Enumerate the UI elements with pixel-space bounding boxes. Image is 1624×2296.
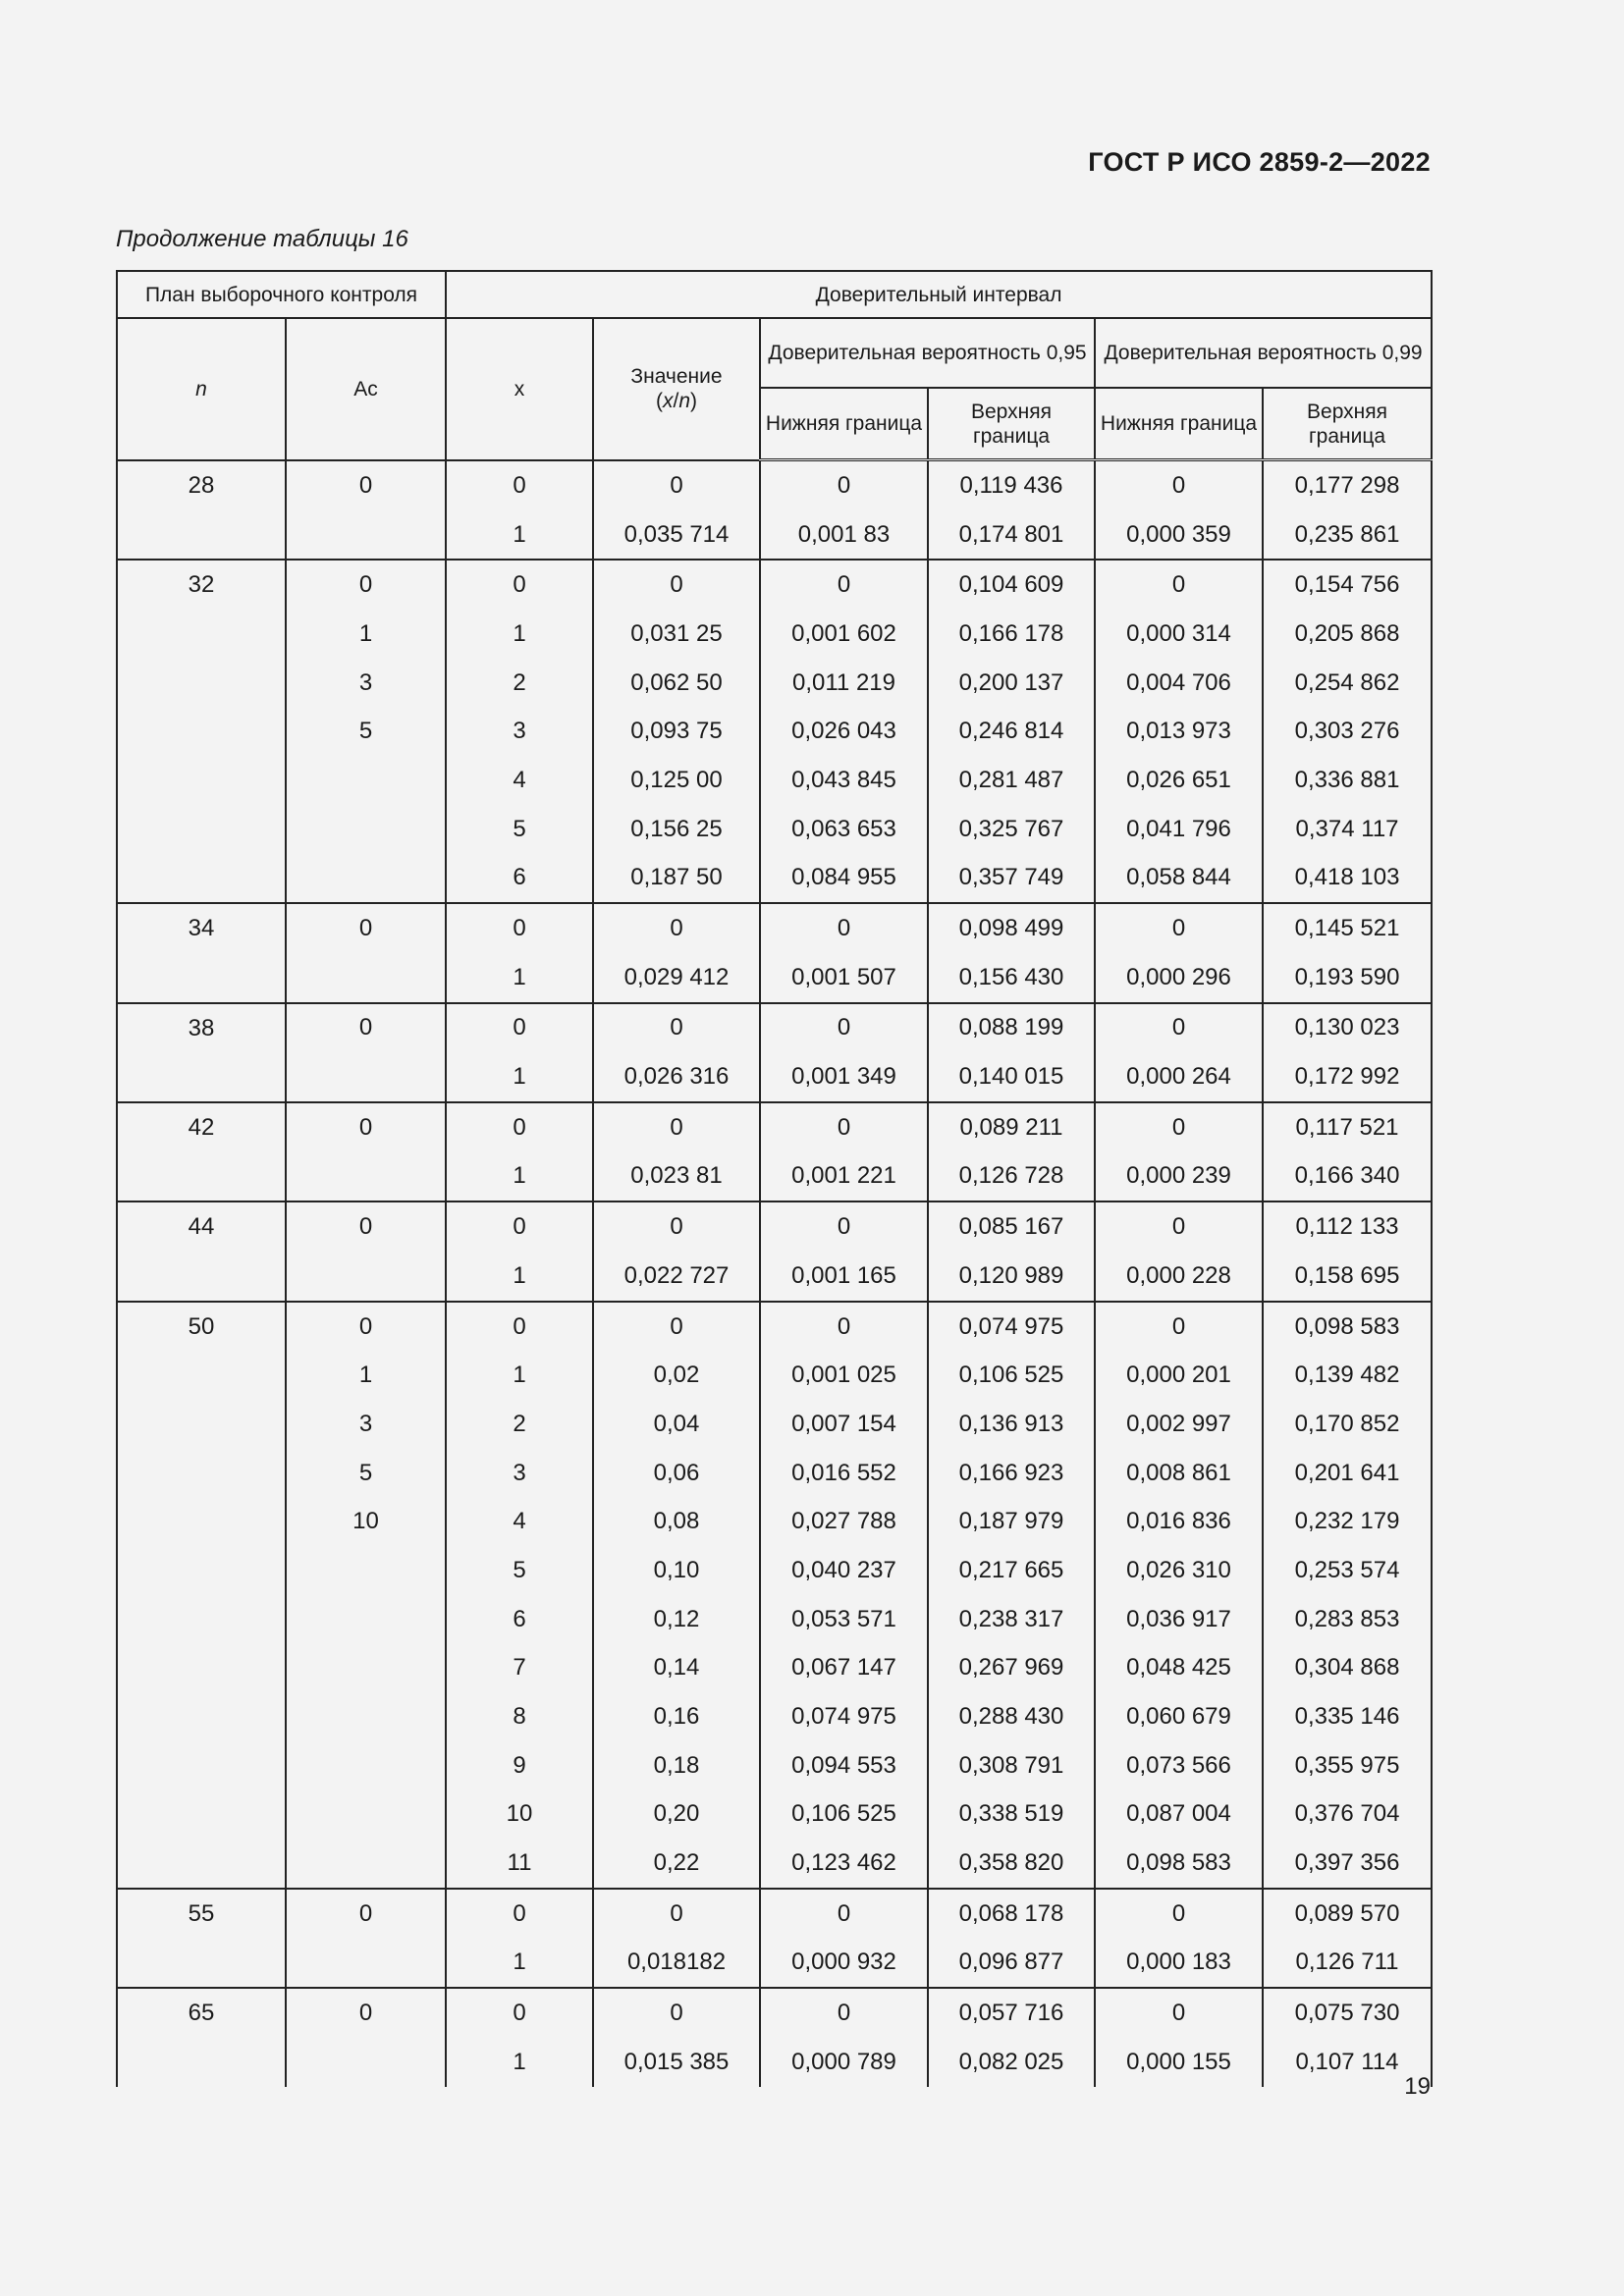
value-cell: 0,125 00 (593, 756, 760, 805)
lower-95-cell: 0 (760, 1102, 928, 1152)
x-cell: 0 (446, 560, 593, 610)
table-row (117, 1595, 1432, 1644)
x-cell: 1 (446, 510, 593, 561)
header-x: x (446, 318, 593, 460)
upper-99-cell: 0,355 975 (1263, 1741, 1432, 1790)
header-upper-99: Верхняя граница (1263, 388, 1432, 460)
value-cell: 0,20 (593, 1790, 760, 1840)
value-cell: 0,22 (593, 1839, 760, 1889)
lower-99-cell: 0,000 155 (1095, 2038, 1263, 2087)
ac-cell: 0 (286, 903, 446, 953)
lower-95-cell: 0 (760, 1988, 928, 2038)
lower-99-cell: 0 (1095, 1003, 1263, 1053)
x-cell: 9 (446, 1741, 593, 1790)
value-cell: 0,035 714 (593, 510, 760, 561)
table-row (117, 953, 1432, 1003)
value-cell: 0,14 (593, 1644, 760, 1693)
x-cell: 0 (446, 1302, 593, 1352)
lower-95-cell: 0,026 043 (760, 707, 928, 756)
upper-95-cell: 0,174 801 (928, 510, 1095, 561)
lower-95-cell: 0 (760, 1003, 928, 1053)
lower-95-cell: 0,074 975 (760, 1692, 928, 1741)
x-cell: 2 (446, 1400, 593, 1449)
value-cell: 0,02 (593, 1351, 760, 1400)
upper-95-cell: 0,057 716 (928, 1988, 1095, 2038)
lower-95-cell: 0,043 845 (760, 756, 928, 805)
upper-99-cell: 0,201 641 (1263, 1449, 1432, 1498)
ac-cell (286, 1644, 446, 1693)
ac-cell (286, 1595, 446, 1644)
table-row (117, 1644, 1432, 1693)
lower-95-cell: 0,040 237 (760, 1546, 928, 1595)
ac-cell: 0 (286, 1988, 446, 2038)
upper-99-cell: 0,232 179 (1263, 1497, 1432, 1546)
x-cell: 1 (446, 1252, 593, 1302)
x-cell: 0 (446, 1201, 593, 1252)
upper-95-cell: 0,267 969 (928, 1644, 1095, 1693)
ac-cell: 5 (286, 707, 446, 756)
value-cell: 0,029 412 (593, 953, 760, 1003)
value-cell: 0 (593, 1889, 760, 1939)
lower-95-cell: 0,106 525 (760, 1790, 928, 1840)
lower-99-cell: 0 (1095, 560, 1263, 610)
table-row (117, 2038, 1432, 2087)
lower-95-cell: 0 (760, 460, 928, 510)
lower-99-cell: 0,016 836 (1095, 1497, 1263, 1546)
lower-95-cell: 0,027 788 (760, 1497, 928, 1546)
upper-95-cell: 0,098 499 (928, 903, 1095, 953)
ac-cell: 0 (286, 1003, 446, 1053)
x-cell: 1 (446, 2038, 593, 2087)
lower-99-cell: 0,000 264 (1095, 1052, 1263, 1102)
lower-95-cell: 0,001 221 (760, 1152, 928, 1202)
lower-95-cell: 0,123 462 (760, 1839, 928, 1889)
lower-95-cell: 0 (760, 903, 928, 953)
ac-cell: 10 (286, 1497, 446, 1546)
n-cell: 38 (117, 1003, 286, 1102)
header-sampling-plan: План выборочного контроля (117, 271, 446, 318)
table-row (117, 854, 1432, 904)
x-cell: 0 (446, 1003, 593, 1053)
value-cell: 0 (593, 1988, 760, 2038)
table-row (117, 560, 1432, 610)
value-cell: 0,16 (593, 1692, 760, 1741)
upper-99-cell: 0,075 730 (1263, 1988, 1432, 2038)
table-row (117, 1988, 1432, 2038)
lower-95-cell: 0 (760, 1889, 928, 1939)
table-caption: Продолжение таблицы 16 (116, 226, 408, 252)
upper-95-cell: 0,288 430 (928, 1692, 1095, 1741)
ac-cell (286, 756, 446, 805)
value-cell: 0,12 (593, 1595, 760, 1644)
ac-cell (286, 1939, 446, 1989)
table-row (117, 805, 1432, 854)
upper-95-cell: 0,120 989 (928, 1252, 1095, 1302)
x-cell: 0 (446, 903, 593, 953)
x-cell: 7 (446, 1644, 593, 1693)
ac-cell: 0 (286, 560, 446, 610)
x-cell: 11 (446, 1839, 593, 1889)
x-cell: 3 (446, 1449, 593, 1498)
header-upper-95: Верхняя граница (928, 388, 1095, 460)
n-cell: 50 (117, 1302, 286, 1889)
table-body (117, 460, 1432, 2087)
header-ac: Ac (286, 318, 446, 460)
value-cell: 0,18 (593, 1741, 760, 1790)
lower-99-cell: 0,098 583 (1095, 1839, 1263, 1889)
table-row (117, 1052, 1432, 1102)
upper-99-cell: 0,193 590 (1263, 953, 1432, 1003)
table-row (117, 1152, 1432, 1202)
lower-99-cell: 0,002 997 (1095, 1400, 1263, 1449)
ac-cell (286, 1052, 446, 1102)
lower-95-cell: 0,007 154 (760, 1400, 928, 1449)
header-value (593, 318, 760, 460)
upper-99-cell: 0,283 853 (1263, 1595, 1432, 1644)
lower-99-cell: 0,013 973 (1095, 707, 1263, 756)
page-number: 19 (1404, 2073, 1431, 2100)
x-cell: 0 (446, 1889, 593, 1939)
upper-95-cell: 0,166 178 (928, 610, 1095, 659)
table-row (117, 1889, 1432, 1939)
value-cell: 0 (593, 560, 760, 610)
n-cell: 65 (117, 1988, 286, 2086)
ac-cell: 5 (286, 1449, 446, 1498)
n-cell: 44 (117, 1201, 286, 1301)
upper-95-cell: 0,140 015 (928, 1052, 1095, 1102)
upper-99-cell: 0,304 868 (1263, 1644, 1432, 1693)
value-cell: 0 (593, 1302, 760, 1352)
lower-99-cell: 0,000 183 (1095, 1939, 1263, 1989)
ac-cell: 0 (286, 1889, 446, 1939)
upper-99-cell: 0,303 276 (1263, 707, 1432, 756)
upper-95-cell: 0,338 519 (928, 1790, 1095, 1840)
upper-99-cell: 0,253 574 (1263, 1546, 1432, 1595)
lower-99-cell: 0,000 239 (1095, 1152, 1263, 1202)
value-cell: 0 (593, 460, 760, 510)
lower-99-cell: 0,026 651 (1095, 756, 1263, 805)
lower-95-cell: 0,000 932 (760, 1939, 928, 1989)
ac-cell (286, 2038, 446, 2087)
upper-99-cell: 0,418 103 (1263, 854, 1432, 904)
upper-95-cell: 0,082 025 (928, 2038, 1095, 2087)
lower-99-cell: 0,041 796 (1095, 805, 1263, 854)
document-header: ГОСТ Р ИСО 2859-2—2022 (1088, 147, 1431, 177)
upper-95-cell: 0,357 749 (928, 854, 1095, 904)
upper-95-cell: 0,089 211 (928, 1102, 1095, 1152)
lower-99-cell: 0 (1095, 460, 1263, 510)
lower-99-cell: 0 (1095, 1302, 1263, 1352)
lower-95-cell: 0,000 789 (760, 2038, 928, 2087)
upper-95-cell: 0,187 979 (928, 1497, 1095, 1546)
upper-95-cell: 0,074 975 (928, 1302, 1095, 1352)
table-row (117, 1497, 1432, 1546)
upper-99-cell: 0,139 482 (1263, 1351, 1432, 1400)
table-row (117, 707, 1432, 756)
ac-cell: 1 (286, 1351, 446, 1400)
upper-95-cell: 0,217 665 (928, 1546, 1095, 1595)
upper-99-cell: 0,107 114 (1263, 2038, 1432, 2087)
lower-99-cell: 0 (1095, 1201, 1263, 1252)
x-cell: 5 (446, 805, 593, 854)
header-value-label: Значение (630, 365, 723, 389)
ac-cell (286, 1252, 446, 1302)
value-cell: 0 (593, 1201, 760, 1252)
header-n: n (117, 318, 286, 460)
upper-99-cell: 0,172 992 (1263, 1052, 1432, 1102)
ac-cell (286, 1839, 446, 1889)
lower-95-cell: 0,067 147 (760, 1644, 928, 1693)
ac-cell (286, 1546, 446, 1595)
upper-95-cell: 0,246 814 (928, 707, 1095, 756)
lower-99-cell: 0,058 844 (1095, 854, 1263, 904)
upper-99-cell: 0,145 521 (1263, 903, 1432, 953)
lower-99-cell: 0,036 917 (1095, 1595, 1263, 1644)
value-cell: 0,023 81 (593, 1152, 760, 1202)
value-cell: 0,156 25 (593, 805, 760, 854)
upper-95-cell: 0,281 487 (928, 756, 1095, 805)
x-cell: 10 (446, 1790, 593, 1840)
upper-99-cell: 0,254 862 (1263, 659, 1432, 708)
confidence-interval-table (116, 270, 1433, 2087)
ac-cell: 3 (286, 659, 446, 708)
ac-cell: 1 (286, 610, 446, 659)
lower-99-cell: 0 (1095, 1889, 1263, 1939)
ac-cell (286, 805, 446, 854)
table-row (117, 610, 1432, 659)
table-row (117, 1692, 1432, 1741)
value-cell: 0 (593, 903, 760, 953)
ac-cell (286, 1741, 446, 1790)
lower-99-cell: 0,026 310 (1095, 1546, 1263, 1595)
upper-95-cell: 0,085 167 (928, 1201, 1095, 1252)
value-cell: 0,06 (593, 1449, 760, 1498)
lower-95-cell: 0,084 955 (760, 854, 928, 904)
value-cell: 0,015 385 (593, 2038, 760, 2087)
n-cell: 34 (117, 903, 286, 1002)
n-cell: 55 (117, 1889, 286, 1988)
table-row (117, 1400, 1432, 1449)
lower-99-cell: 0,048 425 (1095, 1644, 1263, 1693)
lower-99-cell: 0,073 566 (1095, 1741, 1263, 1790)
header-probability-95: Доверительная вероятность 0,95 (760, 318, 1095, 388)
upper-99-cell: 0,089 570 (1263, 1889, 1432, 1939)
x-cell: 1 (446, 1351, 593, 1400)
upper-99-cell: 0,170 852 (1263, 1400, 1432, 1449)
upper-99-cell: 0,130 023 (1263, 1003, 1432, 1053)
ac-cell: 3 (286, 1400, 446, 1449)
lower-99-cell: 0,060 679 (1095, 1692, 1263, 1741)
lower-95-cell: 0 (760, 1201, 928, 1252)
x-cell: 1 (446, 1939, 593, 1989)
ac-cell: 0 (286, 1201, 446, 1252)
lower-99-cell: 0,000 228 (1095, 1252, 1263, 1302)
lower-95-cell: 0,016 552 (760, 1449, 928, 1498)
lower-99-cell: 0 (1095, 1988, 1263, 2038)
upper-95-cell: 0,096 877 (928, 1939, 1095, 1989)
upper-95-cell: 0,156 430 (928, 953, 1095, 1003)
lower-99-cell: 0,004 706 (1095, 659, 1263, 708)
x-cell: 6 (446, 854, 593, 904)
upper-95-cell: 0,068 178 (928, 1889, 1095, 1939)
ac-cell (286, 1790, 446, 1840)
lower-95-cell: 0,001 602 (760, 610, 928, 659)
upper-95-cell: 0,238 317 (928, 1595, 1095, 1644)
upper-99-cell: 0,235 861 (1263, 510, 1432, 561)
table-row (117, 1302, 1432, 1352)
value-cell: 0,187 50 (593, 854, 760, 904)
upper-95-cell: 0,358 820 (928, 1839, 1095, 1889)
value-cell: 0,031 25 (593, 610, 760, 659)
n-cell: 42 (117, 1102, 286, 1201)
x-cell: 0 (446, 460, 593, 510)
lower-95-cell: 0,011 219 (760, 659, 928, 708)
table-row (117, 1449, 1432, 1498)
upper-99-cell: 0,177 298 (1263, 460, 1432, 510)
upper-99-cell: 0,112 133 (1263, 1201, 1432, 1252)
lower-95-cell: 0,001 025 (760, 1351, 928, 1400)
value-cell: 0,08 (593, 1497, 760, 1546)
value-cell: 0,10 (593, 1546, 760, 1595)
n-cell: 28 (117, 460, 286, 561)
table-row (117, 1003, 1432, 1053)
table-row (117, 1839, 1432, 1889)
table-row (117, 510, 1432, 561)
x-cell: 4 (446, 756, 593, 805)
x-cell: 8 (446, 1692, 593, 1741)
ac-cell (286, 854, 446, 904)
upper-99-cell: 0,336 881 (1263, 756, 1432, 805)
upper-99-cell: 0,374 117 (1263, 805, 1432, 854)
table-row (117, 1201, 1432, 1252)
ac-cell: 0 (286, 460, 446, 510)
lower-99-cell: 0,000 201 (1095, 1351, 1263, 1400)
table-row (117, 659, 1432, 708)
lower-99-cell: 0,087 004 (1095, 1790, 1263, 1840)
upper-95-cell: 0,308 791 (928, 1741, 1095, 1790)
x-cell: 1 (446, 1152, 593, 1202)
table-row (117, 460, 1432, 510)
header-value-formula: (x/n) (655, 390, 698, 413)
n-cell: 32 (117, 560, 286, 903)
lower-95-cell: 0,001 349 (760, 1052, 928, 1102)
table-row (117, 756, 1432, 805)
upper-99-cell: 0,205 868 (1263, 610, 1432, 659)
ac-cell (286, 1152, 446, 1202)
lower-95-cell: 0,053 571 (760, 1595, 928, 1644)
value-cell: 0,062 50 (593, 659, 760, 708)
x-cell: 4 (446, 1497, 593, 1546)
upper-99-cell: 0,117 521 (1263, 1102, 1432, 1152)
ac-cell (286, 953, 446, 1003)
table-row (117, 1546, 1432, 1595)
lower-95-cell: 0 (760, 1302, 928, 1352)
table-row (117, 1252, 1432, 1302)
header-lower-95: Нижняя граница (760, 388, 928, 460)
table-row (117, 903, 1432, 953)
upper-95-cell: 0,119 436 (928, 460, 1095, 510)
table-row (117, 1741, 1432, 1790)
upper-99-cell: 0,154 756 (1263, 560, 1432, 610)
lower-95-cell: 0,001 165 (760, 1252, 928, 1302)
lower-95-cell: 0,001 507 (760, 953, 928, 1003)
x-cell: 5 (446, 1546, 593, 1595)
header-confidence-interval: Доверительный интервал (446, 271, 1432, 318)
upper-95-cell: 0,325 767 (928, 805, 1095, 854)
upper-95-cell: 0,088 199 (928, 1003, 1095, 1053)
upper-95-cell: 0,136 913 (928, 1400, 1095, 1449)
table-row (117, 1102, 1432, 1152)
upper-99-cell: 0,335 146 (1263, 1692, 1432, 1741)
value-cell: 0,018182 (593, 1939, 760, 1989)
x-cell: 6 (446, 1595, 593, 1644)
header-probability-99: Доверительная вероятность 0,99 (1095, 318, 1432, 388)
lower-95-cell: 0,094 553 (760, 1741, 928, 1790)
value-cell: 0,026 316 (593, 1052, 760, 1102)
upper-99-cell: 0,126 711 (1263, 1939, 1432, 1989)
value-cell: 0,022 727 (593, 1252, 760, 1302)
ac-cell (286, 510, 446, 561)
lower-95-cell: 0,001 83 (760, 510, 928, 561)
value-cell: 0,093 75 (593, 707, 760, 756)
lower-99-cell: 0 (1095, 1102, 1263, 1152)
value-cell: 0,04 (593, 1400, 760, 1449)
x-cell: 2 (446, 659, 593, 708)
lower-99-cell: 0 (1095, 903, 1263, 953)
upper-95-cell: 0,166 923 (928, 1449, 1095, 1498)
upper-95-cell: 0,200 137 (928, 659, 1095, 708)
header-lower-99: Нижняя граница (1095, 388, 1263, 460)
x-cell: 3 (446, 707, 593, 756)
upper-99-cell: 0,158 695 (1263, 1252, 1432, 1302)
table-row (117, 1939, 1432, 1989)
lower-99-cell: 0,000 314 (1095, 610, 1263, 659)
lower-99-cell: 0,000 359 (1095, 510, 1263, 561)
upper-99-cell: 0,098 583 (1263, 1302, 1432, 1352)
x-cell: 0 (446, 1102, 593, 1152)
x-cell: 1 (446, 610, 593, 659)
ac-cell: 0 (286, 1302, 446, 1352)
x-cell: 1 (446, 953, 593, 1003)
upper-99-cell: 0,166 340 (1263, 1152, 1432, 1202)
table-row (117, 1790, 1432, 1840)
lower-99-cell: 0,000 296 (1095, 953, 1263, 1003)
lower-95-cell: 0,063 653 (760, 805, 928, 854)
ac-cell: 0 (286, 1102, 446, 1152)
upper-99-cell: 0,397 356 (1263, 1839, 1432, 1889)
upper-99-cell: 0,376 704 (1263, 1790, 1432, 1840)
value-cell: 0 (593, 1102, 760, 1152)
x-cell: 0 (446, 1988, 593, 2038)
ac-cell (286, 1692, 446, 1741)
lower-95-cell: 0 (760, 560, 928, 610)
upper-95-cell: 0,104 609 (928, 560, 1095, 610)
table-row (117, 1351, 1432, 1400)
upper-95-cell: 0,106 525 (928, 1351, 1095, 1400)
x-cell: 1 (446, 1052, 593, 1102)
lower-99-cell: 0,008 861 (1095, 1449, 1263, 1498)
upper-95-cell: 0,126 728 (928, 1152, 1095, 1202)
value-cell: 0 (593, 1003, 760, 1053)
